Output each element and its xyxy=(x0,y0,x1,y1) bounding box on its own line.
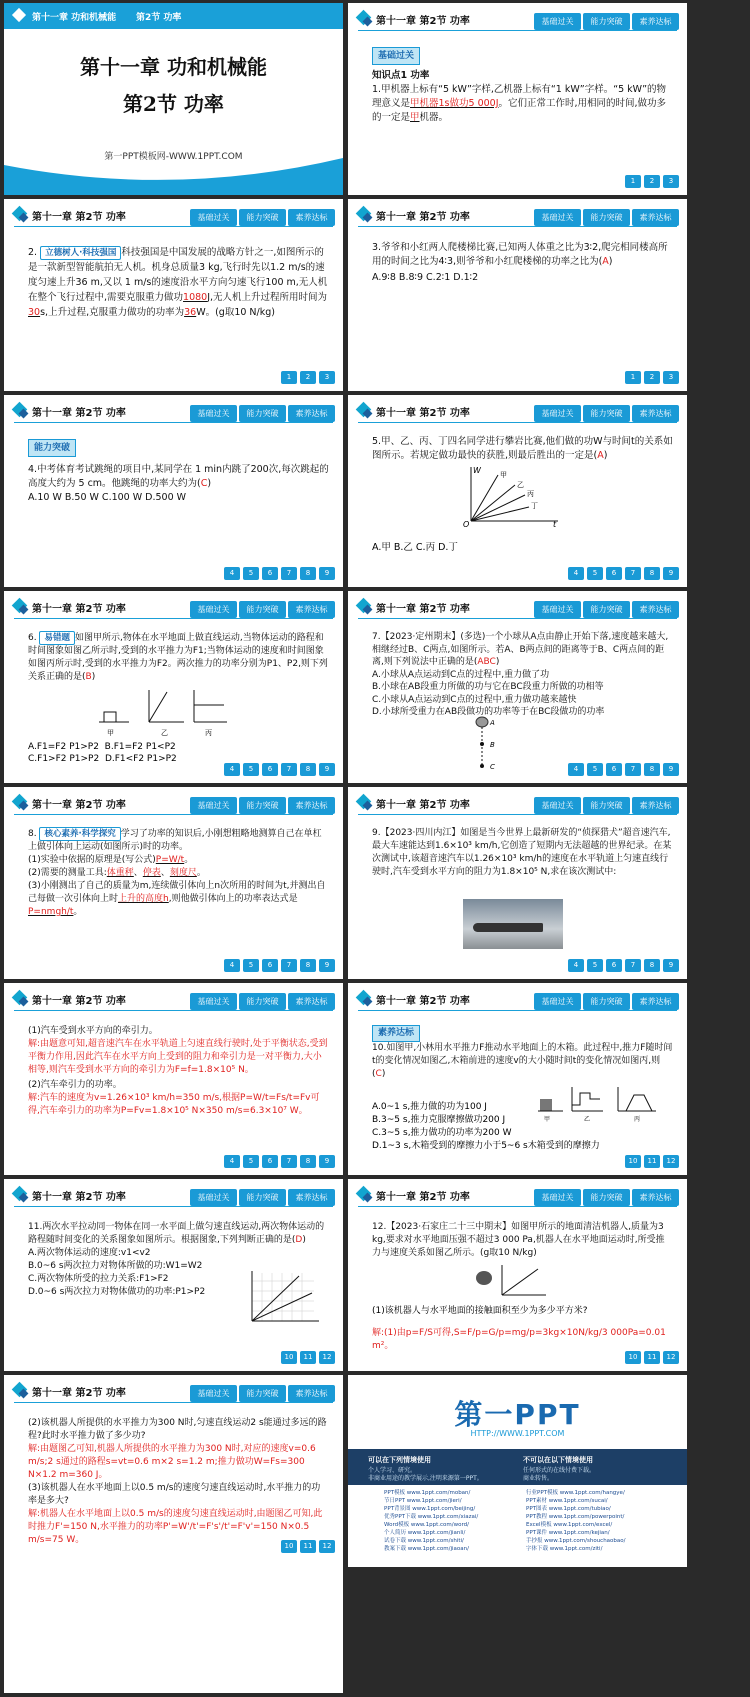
pager xyxy=(281,1540,335,1553)
nav-literacy-button[interactable]: 素养达标 xyxy=(288,601,335,618)
allowed-item: 非商业用途的教学展示,注明来源第一PPT。 xyxy=(368,1475,483,1482)
svg-text:丙: 丙 xyxy=(634,1116,641,1123)
link[interactable]: 个人简历 www.1ppt.com/jianli/ xyxy=(384,1530,466,1536)
page-button[interactable]: 5 xyxy=(243,567,259,580)
nav-ability-button[interactable]: 能力突破 xyxy=(583,993,630,1010)
q12-answer3: 解:机器人在水平地面上以0.5 m/s的速度匀速直线运动时,由题图乙可知,此时推力F'=150 N,水平推力的功率P'=W'/t'=F's'/t'=F'v'=150 N×0.5 m/s=75 W。 xyxy=(28,1509,323,1545)
options: A.甲 B.乙 C.丙 D.丁 xyxy=(372,542,458,553)
nav-literacy-button[interactable]: 素养达标 xyxy=(632,405,679,422)
page-button[interactable]: 5 xyxy=(243,1155,259,1168)
cover-subtitle: 第2节 功率 xyxy=(123,92,224,116)
slide-header: 第十一章 第2节 功率 xyxy=(348,787,687,821)
question-12: 12.【2023·石家庄二十三中期末】如图甲所示的地面清洁机器人,质量为3 kg,要求对水平地面压强不超过3 000 Pa,机器人在水平地面运动时,所受推力与速度关系如图乙所示。(g取10 N/kg) xyxy=(372,1222,665,1258)
nav-ability-button[interactable]: 能力突破 xyxy=(239,797,286,814)
nav-ability-button[interactable]: 能力突破 xyxy=(583,13,630,30)
page-button[interactable]: 7 xyxy=(281,959,297,972)
pager xyxy=(224,763,335,776)
page-button[interactable]: 5 xyxy=(587,959,603,972)
nav-literacy-button[interactable]: 素养达标 xyxy=(632,993,679,1010)
q9-part1: (1)汽车受到水平方向的牵引力。 xyxy=(28,1026,158,1036)
page-button[interactable]: 5 xyxy=(587,567,603,580)
nav-basic-button[interactable]: 基础过关 xyxy=(534,601,581,618)
page-button[interactable]: 10 xyxy=(625,1351,641,1364)
pager xyxy=(568,763,679,776)
link[interactable]: 字体下载 www.1ppt.com/ziti/ xyxy=(526,1546,603,1552)
slide-header: 第十一章 第2节 功率 xyxy=(348,591,687,625)
line-label: 丙 xyxy=(527,490,534,498)
link[interactable]: 教案下载 www.1ppt.com/jiaoan/ xyxy=(384,1546,469,1552)
cover-crumb: 第十一章 功和机械能 xyxy=(32,13,117,23)
page-button[interactable]: 6 xyxy=(262,1155,278,1168)
svg-text:A: A xyxy=(490,719,495,727)
line-label: 甲 xyxy=(500,471,507,479)
option-d: D.小球所受重力在AB段做功的功率等于在BC段做功的功率 xyxy=(372,707,605,717)
page-button[interactable]: 9 xyxy=(319,763,335,776)
page-button[interactable]: 6 xyxy=(606,763,622,776)
page-button[interactable]: 6 xyxy=(262,763,278,776)
slide-header: 第十一章 第2节 功率 xyxy=(4,1375,343,1409)
pager xyxy=(625,1155,679,1168)
option-c: C.小球从A点运动到C点的过程中,重力做功越来越快 xyxy=(372,694,577,705)
question-9: 9.【2023·四川内江】如图是当今世界上最新研发的“侦探猎犬”超音速汽车,最大车速能达到1.6×10³ km/h,它创造了短期内无法超越的世界纪录。在某次测试中,该超音速汽车以1.26×10³ km/h的速度在水平轨道上匀速直线行驶时,汽车受到水平方向的阻力为1.8×10⁵ N,求在该次测试中: xyxy=(372,828,672,877)
nav-literacy-button[interactable]: 素养达标 xyxy=(632,209,679,226)
pager xyxy=(625,1351,679,1364)
nav-basic-button[interactable]: 基础过关 xyxy=(534,13,581,30)
page-button[interactable]: 9 xyxy=(663,567,679,580)
page-button[interactable]: 10 xyxy=(281,1351,297,1364)
link[interactable]: Excel模板 www.1ppt.com/excel/ xyxy=(526,1522,613,1528)
knowledge-point: 知识点1 功率 xyxy=(372,70,430,81)
page-button[interactable]: 6 xyxy=(262,567,278,580)
slide-12[interactable] xyxy=(348,983,687,1175)
q9-answer1: 解:由题意可知,超音速汽车在水平轨道上匀速直线行驶时,处于平衡状态,受到平衡力作用,因此汽车在水平方向上受到的阻力和牵引力是一对平衡力,大小相等,则汽车受到水平方向的牵引力为F=f=1.8×10⁵ N。 xyxy=(28,1039,328,1075)
nav-literacy-button[interactable]: 素养达标 xyxy=(288,1385,335,1402)
q8-part1: (1)实验中依据的原理是(写公式)P=W/t。 xyxy=(28,855,194,865)
slide-3[interactable] xyxy=(4,199,343,391)
page-button[interactable]: 8 xyxy=(644,959,660,972)
nav-ability-button[interactable]: 能力突破 xyxy=(583,405,630,422)
link[interactable]: 节日PPT www.1ppt.com/jieri/ xyxy=(384,1498,462,1504)
slide-header: 第十一章 第2节 功率 xyxy=(4,1179,343,1213)
page-button[interactable]: 7 xyxy=(625,567,641,580)
page-button[interactable]: 7 xyxy=(625,763,641,776)
robot-image xyxy=(476,1271,492,1285)
distance-time-graph xyxy=(244,1271,324,1327)
nav-literacy-button[interactable]: 素养达标 xyxy=(632,797,679,814)
page-button[interactable]: 8 xyxy=(644,763,660,776)
page-button[interactable]: 5 xyxy=(243,959,259,972)
nav-literacy-button[interactable]: 素养达标 xyxy=(632,1189,679,1206)
svg-text:乙: 乙 xyxy=(584,1116,591,1123)
forbidden-item: 商业转售。 xyxy=(523,1475,554,1482)
svg-text:B: B xyxy=(490,741,495,749)
pager xyxy=(224,959,335,972)
page-button[interactable]: 9 xyxy=(319,1155,335,1168)
forbidden-item: 任何形式的在线付费下载。 xyxy=(523,1467,596,1474)
forbidden-heading: 不可以在以下情境使用 xyxy=(523,1456,593,1464)
line-label: 乙 xyxy=(517,481,524,489)
nav-literacy-button[interactable]: 素养达标 xyxy=(632,601,679,618)
cover-crumb2: 第2节 功率 xyxy=(136,13,182,23)
section-label: 能力突破 xyxy=(28,439,76,457)
link[interactable]: Word模板 www.1ppt.com/word/ xyxy=(384,1522,469,1528)
question-1: 1.甲机器上标有“5 kW”字样,乙机器上标有“1 kW”字样。“5 kW”的物理意义是甲机器1s做功5 000J。它们正常工作时,用相同的时间,做功多的一定是甲机器。 xyxy=(372,84,667,123)
slide-10[interactable] xyxy=(348,787,687,979)
q12-part3: (3)该机器人在水平地面上以0.5 m/s的速度匀速直线运动时,水平推力的功率是多大? xyxy=(28,1483,321,1506)
slide-header: 第十一章 第2节 功率 xyxy=(348,395,687,429)
nav-ability-button[interactable]: 能力突破 xyxy=(583,601,630,618)
page-button[interactable]: 3 xyxy=(319,371,335,384)
page-button[interactable]: 7 xyxy=(625,959,641,972)
slide-cover[interactable] xyxy=(4,3,343,195)
link[interactable]: PPT教程 www.1ppt.com/powerpoint/ xyxy=(526,1514,625,1520)
link[interactable]: PPT背景图 www.1ppt.com/beijing/ xyxy=(384,1506,476,1512)
page-button[interactable]: 7 xyxy=(281,567,297,580)
nav-ability-button[interactable]: 能力突破 xyxy=(583,797,630,814)
svg-text:甲: 甲 xyxy=(107,729,114,737)
page-button[interactable]: 9 xyxy=(319,567,335,580)
nav-ability-button[interactable]: 能力突破 xyxy=(239,209,286,226)
brand-logo: 第一PPT xyxy=(454,1398,581,1431)
page-button[interactable]: 6 xyxy=(606,567,622,580)
page-button[interactable]: 4 xyxy=(224,763,240,776)
link[interactable]: PPT课件 www.1ppt.com/kejian/ xyxy=(526,1530,610,1536)
pager xyxy=(224,567,335,580)
section-label: 基础过关 xyxy=(372,47,420,65)
slide-header: 第十一章 第2节 功率 xyxy=(4,983,343,1017)
question-8: 8. 核心素养·科学探究 学习了功率的知识后,小刚想粗略地测算自己在单杠上做引体向上运动(如图所示)时的功率。 xyxy=(28,829,322,852)
pager xyxy=(625,175,679,188)
slide-11[interactable] xyxy=(4,983,343,1175)
page-button[interactable]: 2 xyxy=(300,371,316,384)
options: A.0~1 s,推力做的功为100 J B.3~5 s,推力克服摩擦做功200 J C.3~5 s,推力做功的功率为200 W D.1~3 s,木箱受到的摩擦力小于5~6 s木箱受到的摩擦力 xyxy=(372,1102,600,1151)
slide-header: 第十一章 第2节 功率 xyxy=(4,199,343,233)
link[interactable]: 手抄报 www.1ppt.com/shouchaobao/ xyxy=(526,1538,626,1544)
svg-text:C: C xyxy=(490,763,495,771)
nav-ability-button[interactable]: 能力突破 xyxy=(583,1189,630,1206)
force-speed-graph xyxy=(498,1263,548,1299)
options: A.9∶8 B.8∶9 C.2∶1 D.1∶2 xyxy=(372,272,479,283)
nav-basic-button[interactable]: 基础过关 xyxy=(190,209,237,226)
nav-literacy-button[interactable]: 素养达标 xyxy=(288,993,335,1010)
links-panel xyxy=(348,1485,687,1567)
page-button[interactable]: 6 xyxy=(262,959,278,972)
option-b: B.小球在AB段重力所做的功与它在BC段重力所做的功相等 xyxy=(372,682,604,692)
page-button[interactable]: 9 xyxy=(319,959,335,972)
slide-header: 第十一章 第2节 功率 xyxy=(348,1179,687,1213)
page-button[interactable]: 2 xyxy=(644,371,660,384)
svg-text:甲: 甲 xyxy=(544,1116,551,1123)
origin-label: O xyxy=(463,520,470,527)
nav-literacy-button[interactable]: 素养达标 xyxy=(288,1189,335,1206)
question-10: 10.如图甲,小林用水平推力F推动水平地面上的木箱。此过程中,推力F随时间t的变化情况如图乙,木箱前进的速度v的大小随时间t的变化情况如图丙,则(C) xyxy=(372,1043,673,1079)
pager xyxy=(625,371,679,384)
option-a: A.小球从A点运动到C点的过程中,重力做了功 xyxy=(372,669,550,680)
link[interactable]: PPT模板 www.1ppt.com/moban/ xyxy=(384,1490,471,1496)
nav-basic-button[interactable]: 基础过关 xyxy=(190,993,237,1010)
page-button[interactable]: 8 xyxy=(644,567,660,580)
question-7: 7.【2023·定州期末】(多选)一个小球从A点由静止开始下落,速度越来越大,相继经过B、C两点,如图所示。若A、B两点间的距离等于B、C两点间的距离,则下列说法中正确的是(ABC) xyxy=(372,632,669,667)
axis-t-label: t xyxy=(553,520,557,527)
nav-basic-button[interactable]: 基础过关 xyxy=(534,797,581,814)
page-button[interactable]: 4 xyxy=(224,1155,240,1168)
options: A.F1=F2 P1>P2 B.F1=F2 P1<P2 C.F1>F2 P1>P2 D.F1<F2 P1>P2 xyxy=(28,742,177,764)
slide-header: 第十一章 第2节 功率 xyxy=(348,199,687,233)
page-button[interactable]: 7 xyxy=(281,763,297,776)
allowed-heading: 可以在下列情境使用 xyxy=(368,1456,431,1464)
allowed-item: 个人学习、研究。 xyxy=(368,1467,417,1474)
falling-ball-figure xyxy=(472,716,502,772)
page-button[interactable]: 10 xyxy=(281,1540,297,1553)
svg-text:乙: 乙 xyxy=(161,729,168,737)
page-button[interactable]: 4 xyxy=(568,567,584,580)
page-button[interactable]: 1 xyxy=(281,371,297,384)
page-button[interactable]: 8 xyxy=(300,567,316,580)
nav-basic-button[interactable]: 基础过关 xyxy=(534,993,581,1010)
option-d: D.0~6 s两次拉力对物体做功的功率:P1>P2 xyxy=(28,1287,206,1297)
page-button[interactable]: 9 xyxy=(663,959,679,972)
axis-w-label: W xyxy=(473,466,481,475)
q12-answer1: 解:(1)由p=F/S可得,S=F/p=G/p=mg/p=3kg×10N/kg/3 000Pa=0.01 m²。 xyxy=(372,1328,666,1351)
nav-basic-button[interactable]: 基础过关 xyxy=(190,1189,237,1206)
slide-header: 第十一章 第2节 功率 xyxy=(4,787,343,821)
question-6: 6. 易错题 如图甲所示,物体在水平地面上做直线运动,当物体运动的路程和时间图象如图乙所示时,受到的水平推力为F1;当物体运动的速度和时间图象如图丙所示时,受到的水平推力为F2。两次推力的功率分别为P1、P2,则下列关系正确的是(B) xyxy=(28,633,328,682)
slide-7[interactable] xyxy=(4,591,343,783)
slide-header: 第十一章 第2节 功率 xyxy=(4,395,343,429)
question-tag: 立德树人·科技强国 xyxy=(40,246,121,260)
nav-basic-button[interactable]: 基础过关 xyxy=(190,405,237,422)
nav-basic-button[interactable]: 基础过关 xyxy=(190,1385,237,1402)
car-photo xyxy=(463,899,563,949)
link[interactable]: PPT图表 www.1ppt.com/tubiao/ xyxy=(526,1506,611,1512)
page-button[interactable]: 4 xyxy=(224,567,240,580)
slide-14[interactable] xyxy=(348,1179,687,1371)
nav-literacy-button[interactable]: 素养达标 xyxy=(632,13,679,30)
brand-url: HTTP://WWW.1PPT.COM xyxy=(470,1429,565,1438)
page-button[interactable]: 12 xyxy=(319,1351,335,1364)
slide-5[interactable] xyxy=(4,395,343,587)
pager xyxy=(281,1351,335,1364)
work-time-graph xyxy=(463,465,563,527)
page-button[interactable]: 7 xyxy=(281,1155,297,1168)
pager xyxy=(281,371,335,384)
q12-answer2: 解:由题图乙可知,机器人所提供的水平推力为300 N时,对应的速度v=0.6 m/s;2 s通过的路程s=vt=0.6 m×2 s=1.2 m;推力做功W=Fs=300 N×1.2 m=360 J。 xyxy=(28,1444,316,1480)
slide-6[interactable] xyxy=(348,395,687,587)
link[interactable]: 试卷下载 www.1ppt.com/shiti/ xyxy=(384,1538,464,1544)
question-5: 5.甲、乙、丙、丁四名同学进行攀岩比赛,他们做的功W与时间t的关系如图所示。若规定做功最快的获胜,则最后胜出的一定是(A) xyxy=(372,436,673,461)
page-button[interactable]: 1 xyxy=(625,175,641,188)
slide-4[interactable] xyxy=(348,199,687,391)
slide-15[interactable] xyxy=(4,1375,343,1693)
page-button[interactable]: 2 xyxy=(644,175,660,188)
slide-13[interactable] xyxy=(4,1179,343,1371)
nav-ability-button[interactable]: 能力突破 xyxy=(239,405,286,422)
page-button[interactable]: 4 xyxy=(568,763,584,776)
line-label: 丁 xyxy=(531,502,538,510)
q12-part2: (2)该机器人所提供的水平推力为300 N时,匀速直线运动2 s能通过多远的路程?此时水平推力做了多少功? xyxy=(28,1418,327,1441)
nav-literacy-button[interactable]: 素养达标 xyxy=(288,209,335,226)
figure-group xyxy=(99,687,229,739)
page-button[interactable]: 12 xyxy=(319,1540,335,1553)
page-button[interactable]: 11 xyxy=(300,1540,316,1553)
question-4: 4.中考体育考试跳绳的项目中,某同学在 1 min内跳了200次,每次跳起的高度大约为 5 cm。他跳绳的功率大约为(C) xyxy=(28,464,329,489)
page-button[interactable]: 8 xyxy=(300,763,316,776)
page-button[interactable]: 1 xyxy=(625,371,641,384)
q8-part3: (3)小刚测出了自己的质量为m,连续做引体向上n次所用的时间为t,并测出自己每做一次引体向上时上升的高度h,则他做引体向上的功率表达式是P=nmgh/t。 xyxy=(28,881,326,917)
q9-part2: (2)汽车牵引力的功率。 xyxy=(28,1080,122,1090)
pager xyxy=(568,567,679,580)
page-button[interactable]: 11 xyxy=(644,1351,660,1364)
question-11: 11.两次水平拉动同一物体在同一水平面上做匀速直线运动,两次物体运动的路程随时间变化的关系图象如图所示。根据图象,下列判断正确的是(D) xyxy=(28,1222,325,1245)
page-button[interactable]: 11 xyxy=(300,1351,316,1364)
q8-part2: (2)需要的测量工具:体重秤、停表、刻度尺。 xyxy=(28,868,206,878)
page-button[interactable]: 5 xyxy=(587,763,603,776)
option-a: A.两次物体运动的速度:v1<v2 xyxy=(28,1248,151,1258)
question-3: 3.爷爷和小红两人爬楼梯比赛,已知两人体重之比为3∶2,爬完相同楼高所用的时间之比为4∶3,则爷爷和小红爬楼梯的功率之比为(A) xyxy=(372,242,668,267)
slide-header: 第十一章 第2节 功率 xyxy=(348,983,687,1017)
page-button[interactable]: 12 xyxy=(663,1155,679,1168)
nav-basic-button[interactable]: 基础过关 xyxy=(534,209,581,226)
page-button[interactable]: 6 xyxy=(606,959,622,972)
cover-site: 第一PPT模板网-WWW.1PPT.COM xyxy=(104,152,243,162)
q12-part1: (1)该机器人与水平地面的接触面积至少为多少平方米? xyxy=(372,1306,588,1316)
page-button[interactable]: 8 xyxy=(300,1155,316,1168)
nav-ability-button[interactable]: 能力突破 xyxy=(239,601,286,618)
nav-basic-button[interactable]: 基础过关 xyxy=(534,1189,581,1206)
page-button[interactable]: 4 xyxy=(224,959,240,972)
page-button[interactable]: 9 xyxy=(663,763,679,776)
section-label: 素养达标 xyxy=(372,1025,420,1042)
svg-text:丙: 丙 xyxy=(205,729,212,737)
nav-literacy-button[interactable]: 素养达标 xyxy=(288,405,335,422)
slide-end[interactable] xyxy=(348,1375,687,1567)
page-button[interactable]: 3 xyxy=(663,175,679,188)
slide-header: 第十一章 第2节 功率 xyxy=(348,3,687,37)
page-button[interactable]: 10 xyxy=(625,1155,641,1168)
page-button[interactable]: 12 xyxy=(663,1351,679,1364)
nav-basic-button[interactable]: 基础过关 xyxy=(190,601,237,618)
question-2: 2. 立德树人·科技强国 科技强国是中国发展的战略方针之一,如图所示的是一款新型智能航拍无人机。机身总质量3 kg,飞行时先以1.2 m/s的速度匀速上升36 m,又以 1 m/s的速度沿水平方向匀速飞行100 m,无人机在整个飞行过程中,需要克服重力做功1080J,无人机上升过程所用时间为30s,上升过程,克服重力做功的功率为36W。(g取10 N/kg) xyxy=(28,247,328,318)
nav-ability-button[interactable]: 能力突破 xyxy=(239,1385,286,1402)
nav-basic-button[interactable]: 基础过关 xyxy=(534,405,581,422)
slide-header: 第十一章 第2节 功率 xyxy=(4,591,343,625)
page-button[interactable]: 5 xyxy=(243,763,259,776)
page-button[interactable]: 4 xyxy=(568,959,584,972)
cover-wave xyxy=(4,153,343,195)
nav-literacy-button[interactable]: 素养达标 xyxy=(288,797,335,814)
pager xyxy=(224,1155,335,1168)
pager xyxy=(568,959,679,972)
options: A.10 W B.50 W C.100 W D.500 W xyxy=(28,492,187,503)
cover-title: 第十一章 功和机械能 xyxy=(80,55,267,79)
slide-8[interactable] xyxy=(348,591,687,783)
link[interactable]: PPT素材 www.1ppt.com/sucai/ xyxy=(526,1498,608,1504)
q9-answer2: 解:汽车的速度为v=1.26×10³ km/h=350 m/s,根据P=W/t=Fs/t=Fv可得,汽车牵引力的功率为P=Fv=1.8×10⁵ N×350 m/s=6.3×10⁷ W。 xyxy=(28,1093,320,1116)
slide-9[interactable] xyxy=(4,787,343,979)
nav-ability-button[interactable]: 能力突破 xyxy=(583,209,630,226)
page-button[interactable]: 8 xyxy=(300,959,316,972)
option-c: C.两次物体所受的拉力关系:F1>F2 xyxy=(28,1274,169,1284)
nav-ability-button[interactable]: 能力突破 xyxy=(239,993,286,1010)
link[interactable]: 优秀PPT下载 www.1ppt.com/xiazai/ xyxy=(384,1514,479,1520)
page-button[interactable]: 11 xyxy=(644,1155,660,1168)
page-button[interactable]: 3 xyxy=(663,371,679,384)
link[interactable]: 行业PPT模板 www.1ppt.com/hangye/ xyxy=(526,1490,625,1496)
nav-ability-button[interactable]: 能力突破 xyxy=(239,1189,286,1206)
option-b: B.0~6 s两次拉力对物体所做的功:W1=W2 xyxy=(28,1261,203,1271)
nav-basic-button[interactable]: 基础过关 xyxy=(190,797,237,814)
slide-2[interactable] xyxy=(348,3,687,195)
